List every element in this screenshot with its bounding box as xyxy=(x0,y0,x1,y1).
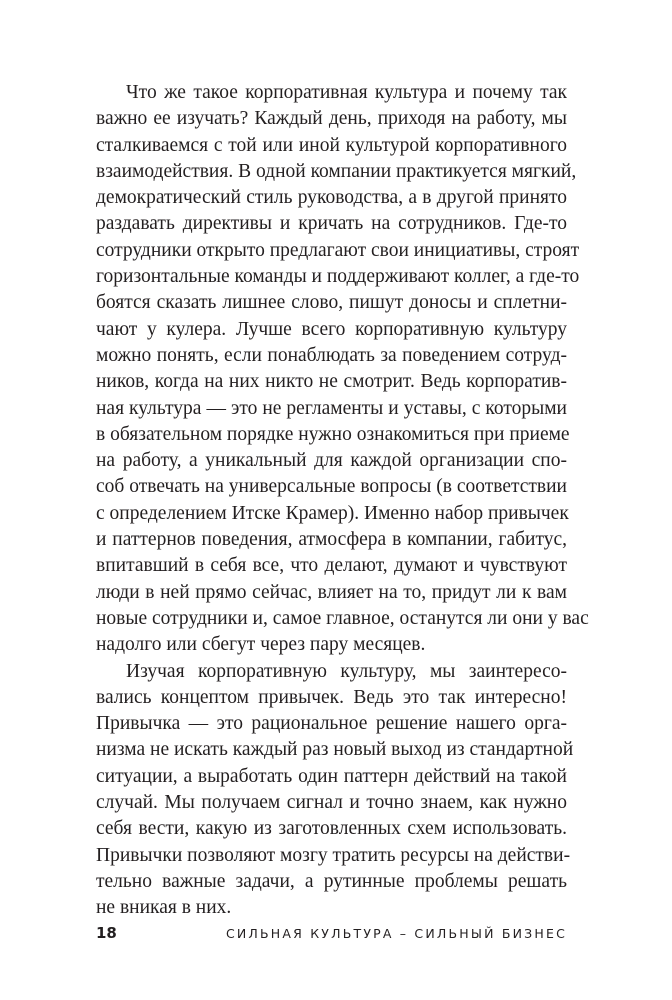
text-line: демократический стиль руководства, а в другой принято xyxy=(96,187,567,209)
text-line: раздавать директивы и кричать на сотрудников. Где-то xyxy=(96,213,567,235)
text-line: чают у кулера. Лучше всего корпоративную культуру xyxy=(96,318,567,340)
text-line: сотрудники открыто предлагают свои инициативы, строят xyxy=(96,239,580,261)
page-number: 18 xyxy=(96,924,117,942)
text-line: с определением Итске Крамер). Именно набор привычек xyxy=(96,502,569,524)
paragraph xyxy=(96,80,589,659)
text-line: люди в ней прямо сейчас, влияет на то, придут ли к вам xyxy=(96,581,567,603)
text-line: важно ее изучать? Каждый день, приходя на работу, мы xyxy=(96,108,567,130)
text-line: и паттернов поведения, атмосфера в компании, габитус, xyxy=(96,529,567,551)
text-line: ситуации, а выработать один паттерн действий на такой xyxy=(96,765,567,787)
page-footer xyxy=(96,924,567,946)
text-line: на работу, а уникальный для каждой организации спо- xyxy=(96,450,567,472)
text-line: соб отвечать на универсальные вопросы (в соответствии xyxy=(96,476,567,498)
text-line: взаимодействия. В одной компании практикуется мягкий, xyxy=(96,160,577,182)
text-line: себя вести, какую из заготовленных схем использовать. xyxy=(96,818,567,840)
text-line: сталкиваемся с той или иной культурой корпоративного xyxy=(96,134,567,156)
text-line: горизонтальные команды и поддерживают коллег, а где-то xyxy=(96,266,580,288)
text-line: тельно важные задачи, а рутинные проблемы решать xyxy=(96,870,567,892)
text-line: в обязательном порядке нужно ознакомиться при приеме xyxy=(96,423,570,445)
body-text xyxy=(96,80,589,922)
running-title: СИЛЬНАЯ КУЛЬТУРА – СИЛЬНЫЙ БИЗНЕС xyxy=(225,926,567,941)
text-line: не вникая в них. xyxy=(96,897,232,919)
text-line: Изучая корпоративную культуру, мы заинтересо- xyxy=(126,660,567,682)
text-line: вались концептом привычек. Ведь это так интересно! xyxy=(96,686,567,708)
paragraph xyxy=(96,659,574,922)
text-line: низма не искать каждый раз новый выход из стандартной xyxy=(96,739,574,761)
text-line: впитавший в себя все, что делают, думают и чувствуют xyxy=(96,555,567,577)
text-line: можно понять, если понаблюдать за поведением сотруд- xyxy=(96,344,567,366)
text-line: новые сотрудники и, самое главное, останутся ли они у вас xyxy=(96,607,589,629)
text-line: надолго или сбегут через пару месяцев. xyxy=(96,634,426,656)
text-line: Что же такое корпоративная культура и почему так xyxy=(126,82,567,103)
text-line: ников, когда на них никто не смотрит. Ведь корпоратив- xyxy=(96,371,567,393)
text-line: боятся сказать лишнее слово, пишут доносы и сплетни- xyxy=(96,292,567,314)
text-line: случай. Мы получаем сигнал и точно знаем, как нужно xyxy=(96,792,567,814)
text-line: Привычка — это рациональное решение нашего орга- xyxy=(96,713,567,735)
text-line: Привычки позволяют мозгу тратить ресурсы на действи- xyxy=(96,844,571,866)
text-line: ная культура — это не регламенты и уставы, с которыми xyxy=(96,397,567,419)
